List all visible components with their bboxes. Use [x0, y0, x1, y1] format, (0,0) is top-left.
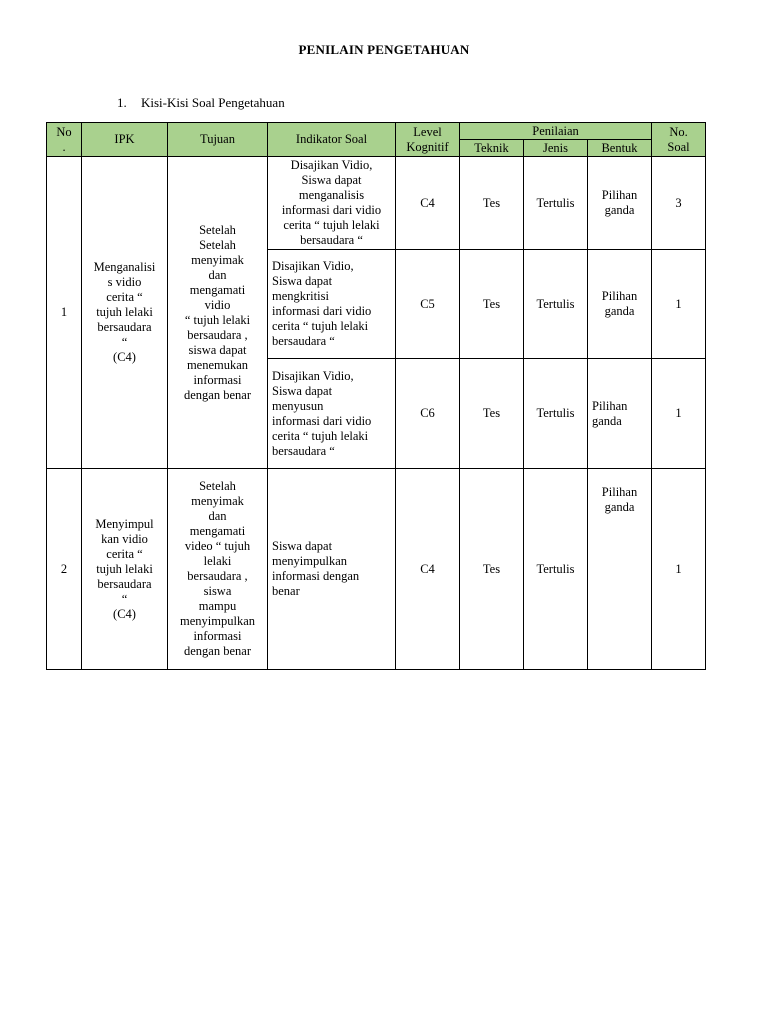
cell-indikator: Disajikan Vidio, Siswa dapat menganalisis informasi dari vidio cerita “ tujuh lelaki bersaudara “	[268, 157, 396, 250]
header-no: No .	[47, 123, 82, 157]
cell-bentuk: Pilihan ganda	[588, 157, 652, 250]
cell-jenis: Tertulis	[524, 469, 588, 670]
section-heading	[117, 95, 285, 111]
cell-bentuk: Pilihan ganda	[588, 250, 652, 359]
cell-level: C4	[396, 469, 460, 670]
cell-teknik: Tes	[460, 359, 524, 469]
cell-level: C6	[396, 359, 460, 469]
cell-tujuan: Setelah menyimak dan mengamati video “ tujuh lelaki bersaudara , siswa mampu menyimpulkan informasi dengan benar	[168, 469, 268, 670]
cell-teknik: Tes	[460, 157, 524, 250]
header-indikator: Indikator Soal	[268, 123, 396, 157]
table-row	[47, 469, 706, 670]
cell-teknik: Tes	[460, 469, 524, 670]
cell-indikator: Disajikan Vidio, Siswa dapat mengkritisi informasi dari vidio cerita “ tujuh lelaki bersaudara “	[268, 250, 396, 359]
cell-bentuk: Pilihan ganda	[588, 469, 652, 670]
cell-nosoal: 1	[652, 469, 706, 670]
cell-indikator: Siswa dapat menyimpulkan informasi dengan benar	[268, 469, 396, 670]
cell-jenis: Tertulis	[524, 359, 588, 469]
cell-ipk: Menganalisi s vidio cerita “ tujuh lelaki bersaudara “ (C4)	[82, 157, 168, 469]
section-number: 1.	[117, 95, 127, 110]
kisi-kisi-table	[46, 122, 706, 670]
cell-ipk: Menyimpul kan vidio cerita “ tujuh lelaki bersaudara “ (C4)	[82, 469, 168, 670]
cell-level: C4	[396, 157, 460, 250]
cell-indikator: Disajikan Vidio, Siswa dapat menyusun informasi dari vidio cerita “ tujuh lelaki bersaudara “	[268, 359, 396, 469]
cell-nosoal: 3	[652, 157, 706, 250]
header-penilaian: Penilaian	[460, 123, 652, 140]
cell-bentuk: Pilihan ganda	[588, 359, 652, 469]
page-title: PENILAIN PENGETAHUAN	[298, 42, 470, 57]
table-body	[47, 157, 706, 670]
cell-level: C5	[396, 250, 460, 359]
header-tujuan: Tujuan	[168, 123, 268, 157]
cell-teknik: Tes	[460, 250, 524, 359]
cell-no: 1	[47, 157, 82, 469]
cell-tujuan: Setelah Setelah menyimak dan mengamati vidio “ tujuh lelaki bersaudara , siswa dapat menemukan informasi dengan benar	[168, 157, 268, 469]
table-row	[47, 157, 706, 250]
header-ipk: IPK	[82, 123, 168, 157]
header-bentuk: Bentuk	[588, 140, 652, 157]
cell-jenis: Tertulis	[524, 157, 588, 250]
header-jenis: Jenis	[524, 140, 588, 157]
header-nosoal: No. Soal	[652, 123, 706, 157]
header-teknik: Teknik	[460, 140, 524, 157]
cell-jenis: Tertulis	[524, 250, 588, 359]
header-level: Level Kognitif	[396, 123, 460, 157]
cell-nosoal: 1	[652, 359, 706, 469]
cell-nosoal: 1	[652, 250, 706, 359]
section-label: Kisi-Kisi Soal Pengetahuan	[141, 95, 285, 110]
cell-no: 2	[47, 469, 82, 670]
